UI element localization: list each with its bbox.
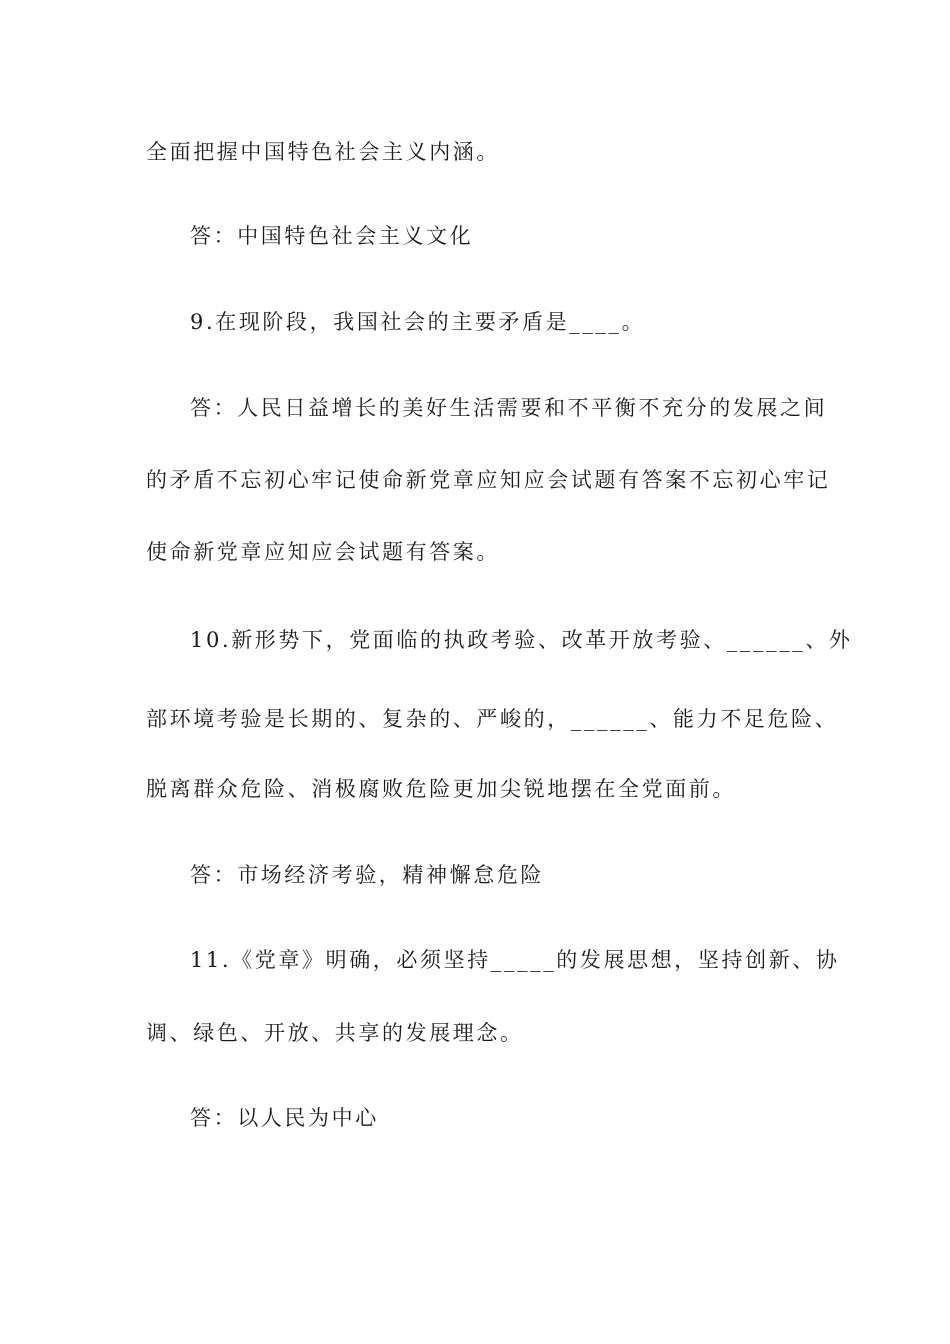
text-line: 脱离群众危险、消极腐败危险更加尖锐地摆在全党面前。 bbox=[146, 777, 736, 801]
question-11: 11.《党章》明确，必须坚持_____的发展思想，坚持创新、协 bbox=[190, 948, 840, 972]
answer-line: 答：市场经济考验，精神懈怠危险 bbox=[190, 863, 544, 887]
answer-line: 答：以人民为中心 bbox=[190, 1106, 379, 1130]
text-line: 调、绿色、开放、共享的发展理念。 bbox=[146, 1021, 524, 1045]
text-line: 的矛盾不忘初心牢记使命新党章应知应会试题有答案不忘初心牢记 bbox=[146, 468, 831, 492]
text-line: 使命新党章应知应会试题有答案。 bbox=[146, 540, 500, 564]
answer-line: 答：人民日益增长的美好生活需要和不平衡不充分的发展之间 bbox=[190, 396, 828, 420]
text-line: 部环境考验是长期的、复杂的、严峻的，______、能力不足危险、 bbox=[146, 707, 839, 731]
text-line-continuation: 全面把握中国特色社会主义内涵。 bbox=[146, 140, 500, 164]
answer-line: 答：中国特色社会主义文化 bbox=[190, 224, 474, 248]
question-10: 10.新形势下，党面临的执政考验、改革开放考验、______、外 bbox=[190, 628, 853, 652]
question-9: 9.在现阶段，我国社会的主要矛盾是____。 bbox=[190, 310, 646, 334]
